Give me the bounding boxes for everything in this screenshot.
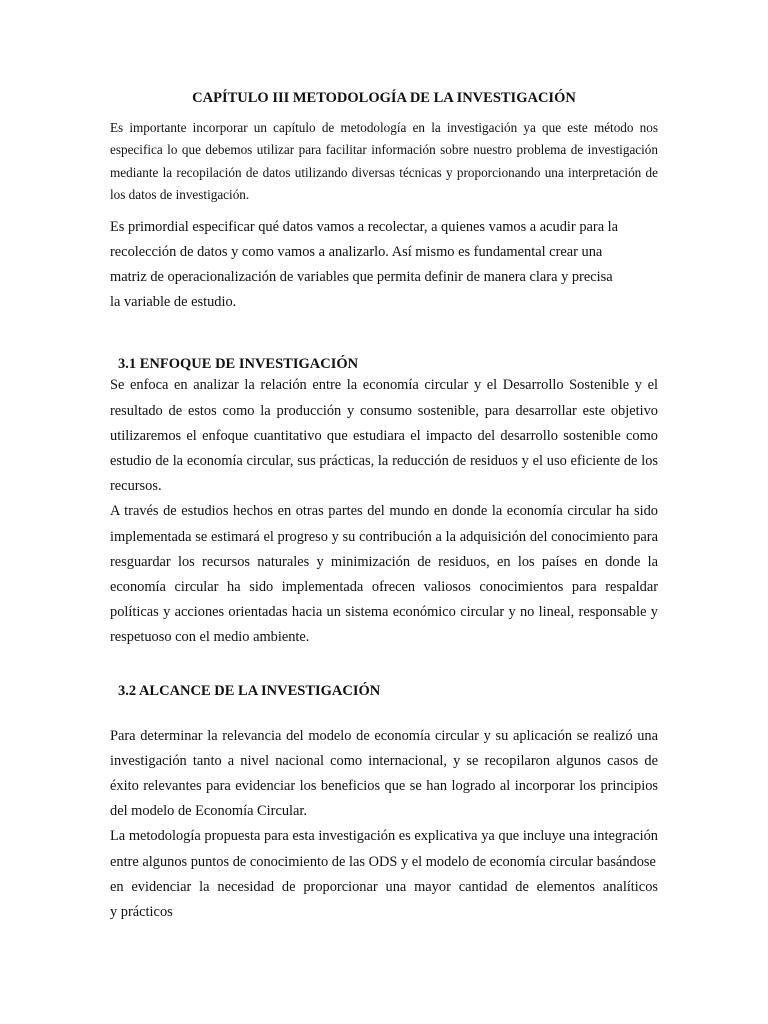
alcance-paragraph-3-line: y prácticos xyxy=(110,904,173,921)
alcance-paragraph-2: La metodología propuesta para esta investigación es explicativa ya que incluye una integración entre algunos puntos de conocimiento de las ODS y el modelo de economía circular basándose xyxy=(110,828,658,870)
enfoque-paragraph-1: Se enfoca en analizar la relación entre la economía circular y el Desarrollo Sostenible y el resultado de estos como la producción y consumo sostenible, para desarrollar este objetivo utilizaremos el enfoque cuantitativo que estudiara el impacto del desarrollo sostenible como estudio de la economía circular, sus prácticas, la reducción de residuos y el uso eficiente de los recursos. xyxy=(110,377,658,495)
enfoque-paragraph-2: A través de estudios hechos en otras partes del mundo en donde la economía circular ha sido implementada se estimará el progreso y su contribución a la adquisición del conocimiento para resguardar los recursos naturales y minimización de residuos, en los países en donde la economía circular ha sido implementada ofrecen valiosos conocimientos para respaldar políticas y acciones orientadas hacia un sistema económico circular y no lineal, responsable y respetuoso con el medio ambiente. xyxy=(110,503,658,646)
intro-paragraph-2 xyxy=(110,215,658,316)
alcance-paragraph-3-line: en evidenciar la necesidad de proporcionar una mayor cantidad de elementos analíticos xyxy=(110,878,658,895)
intro-paragraph-2-line: la variable de estudio. xyxy=(110,294,237,311)
section-heading-enfoque: 3.1 ENFOQUE DE INVESTIGACIÓN xyxy=(118,356,359,373)
intro-paragraph-1: Es importante incorporar un capítulo de metodología en la investigación ya que este método nos especifica lo que debemos utilizar para facilitar información sobre nuestro problema de investigación mediante la recopilación de datos utilizando diversas técnicas y proporcionando una interpretación de los datos de investigación. xyxy=(110,120,658,203)
intro-paragraph-2-line: recolección de datos y como vamos a analizarlo. Así mismo es fundamental crear una xyxy=(110,243,603,260)
chapter-title: CAPÍTULO III METODOLOGÍA DE LA INVESTIGACIÓN xyxy=(192,90,576,106)
intro-paragraph-2-line: matriz de operacionalización de variables que permita definir de manera clara y precisa xyxy=(110,269,613,286)
document-page xyxy=(110,88,658,925)
alcance-paragraph-1: Para determinar la relevancia del modelo de economía circular y su aplicación se realizó una investigación tanto a nivel nacional como internacional, y se recopilaron algunos casos de éxito relevantes para evidenciar los beneficios que se han logrado al incorporar los principios del modelo de Economía Circular. xyxy=(110,727,658,820)
alcance-paragraph-3 xyxy=(110,875,658,925)
intro-paragraph-2-line: Es primordial especificar qué datos vamos a recolectar, a quienes vamos a acudir para la xyxy=(110,218,619,235)
section-heading-alcance: 3.2 ALCANCE DE LA INVESTIGACIÓN xyxy=(118,682,381,699)
